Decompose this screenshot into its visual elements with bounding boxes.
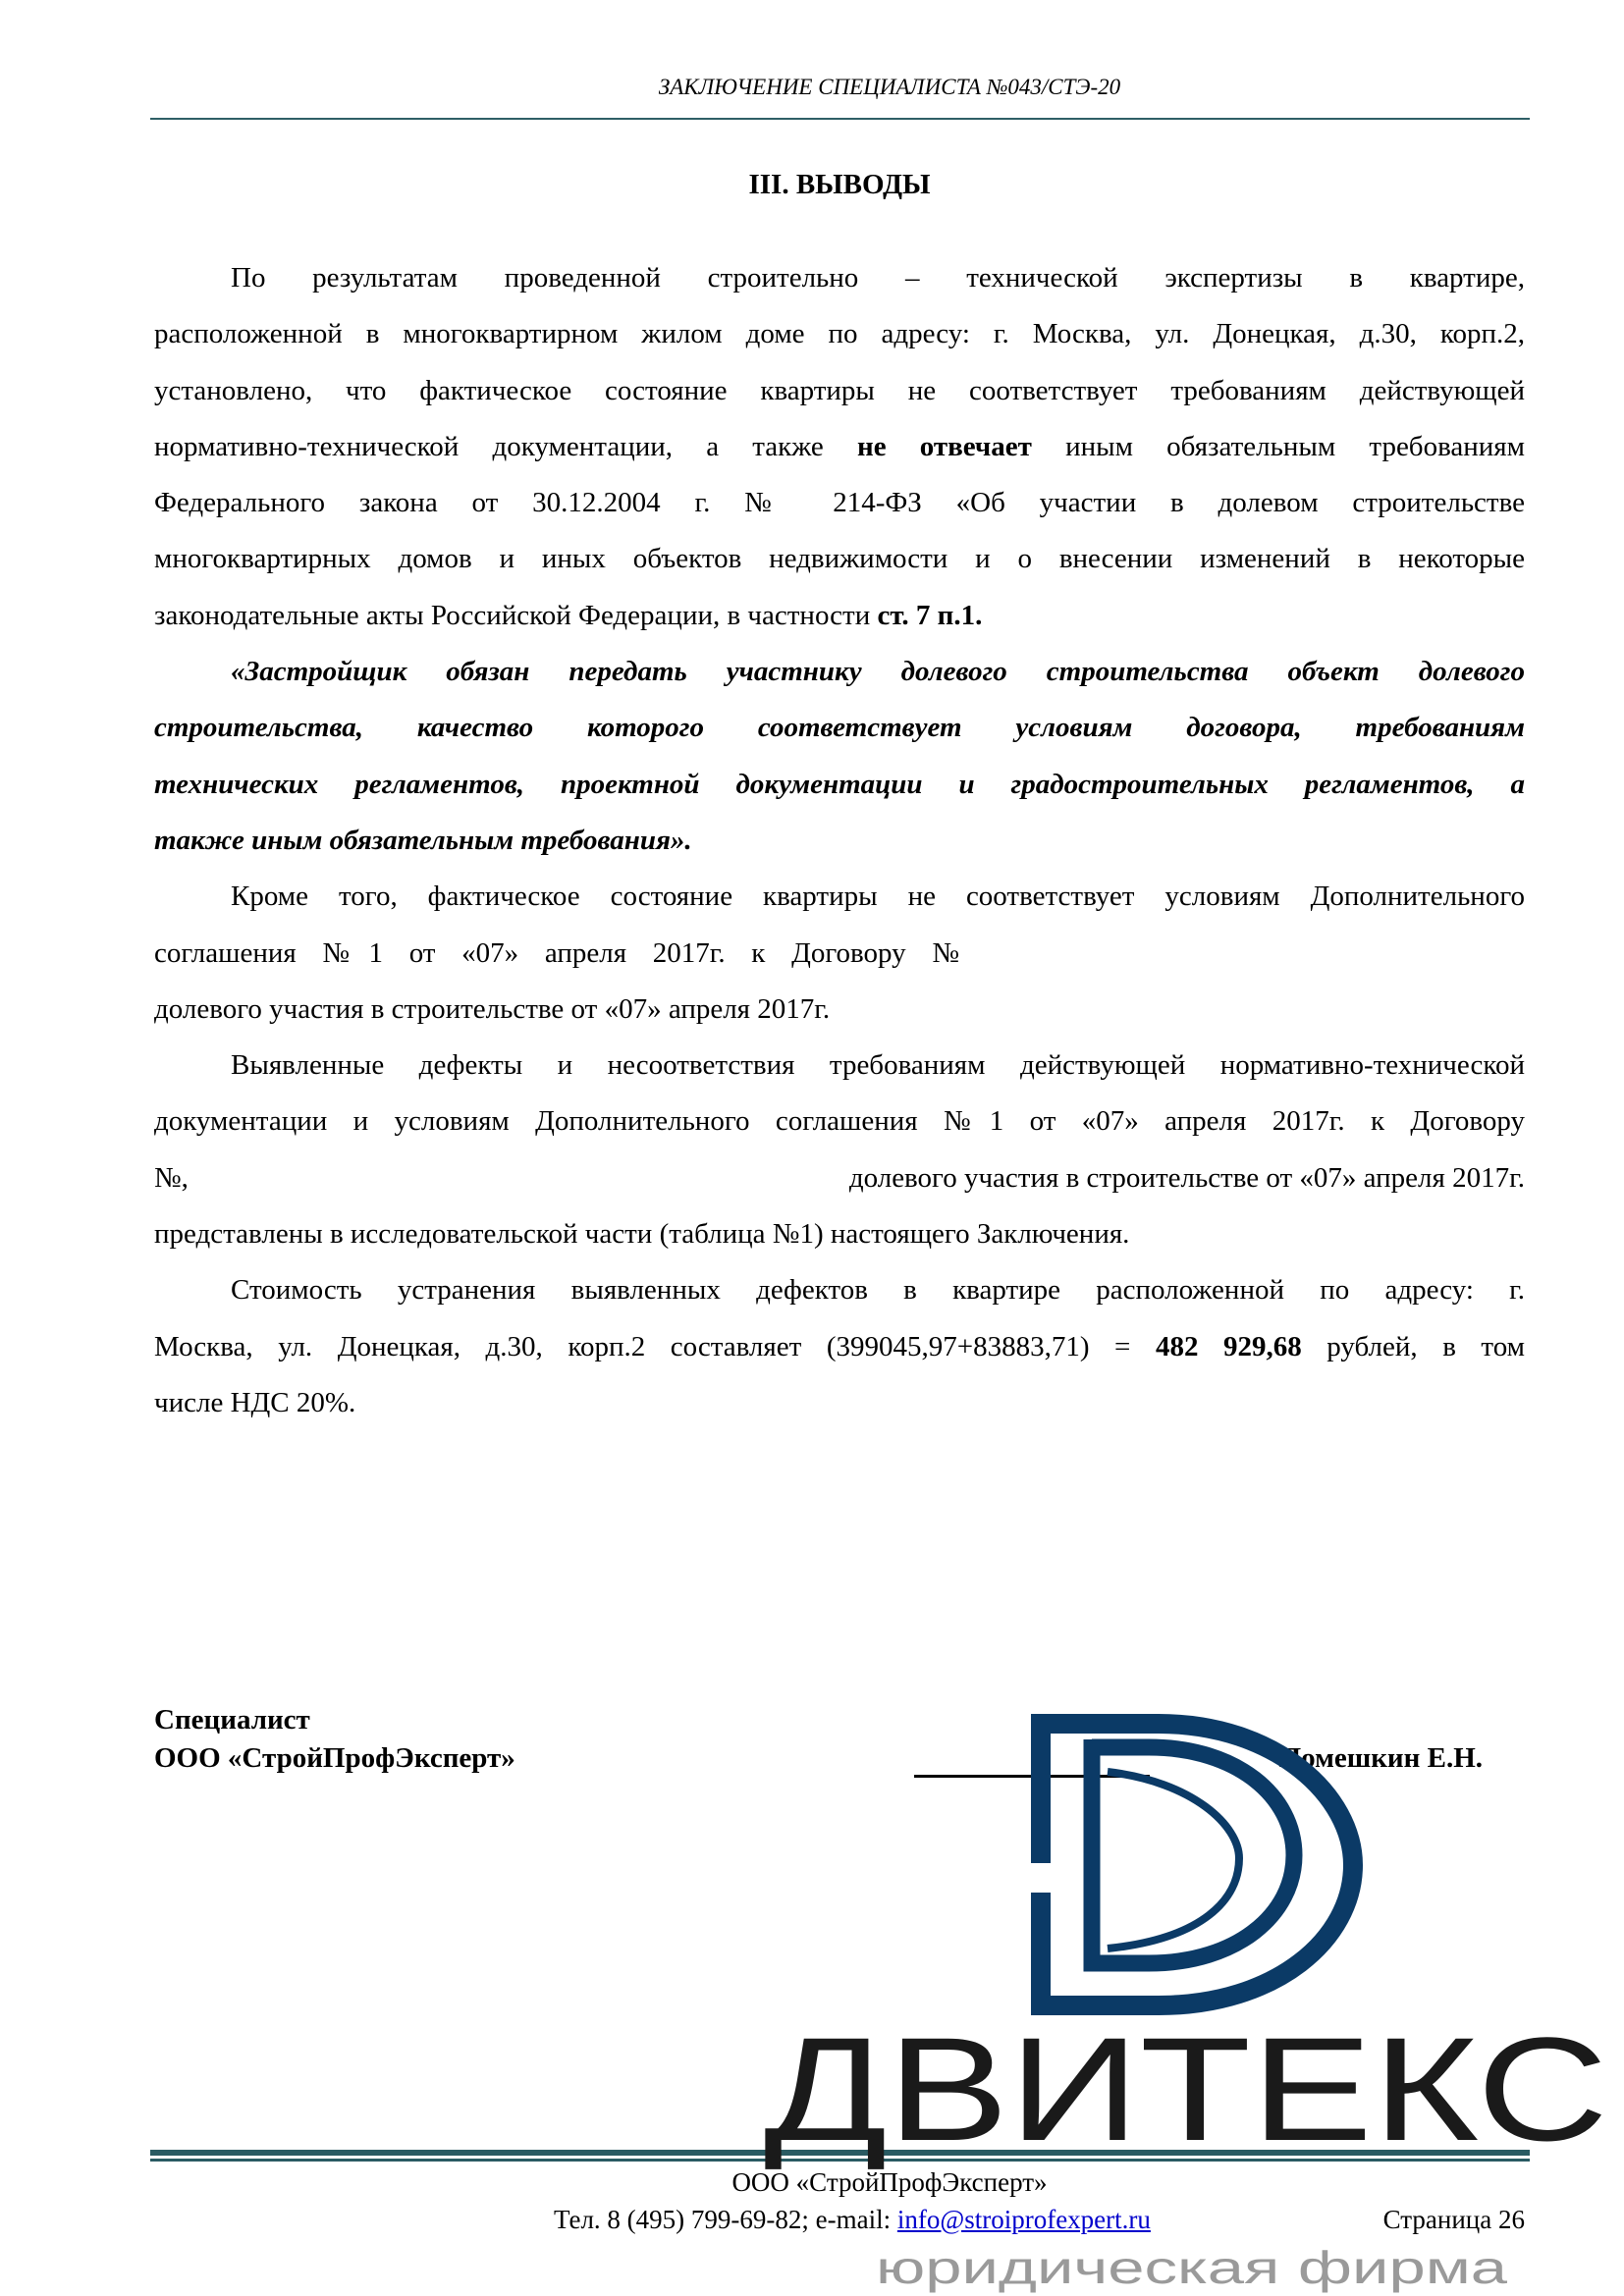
text-segment: многоквартирных домов и иных объектов недвижимости и о внесении изменений в некоторые xyxy=(154,543,1525,575)
text-segment: также иным обязательным требования». xyxy=(154,824,692,856)
signature-company: ООО «СтройПрофЭксперт» xyxy=(154,1742,515,1774)
text-segment: рублей, в том xyxy=(1301,1330,1526,1362)
text-segment: числе НДС 20%. xyxy=(154,1386,356,1418)
text-segment: №, xyxy=(154,1161,189,1194)
text-line xyxy=(154,1150,1525,1206)
footer-contacts xyxy=(554,2205,1151,2235)
text-line xyxy=(154,700,1525,756)
document-header: ЗАКЛЮЧЕНИЕ СПЕЦИАЛИСТА №043/СТЭ-20 xyxy=(658,75,1121,99)
text-line xyxy=(154,757,1525,813)
text-segment: долевого участия в строительстве от «07» апреля 2017г. xyxy=(848,1161,1525,1194)
text-segment: строительства, качество которого соответствует условиям договора, требованиям xyxy=(154,712,1525,744)
text-segment: Москва, ул. Донецкая, д.30, корп.2 составляет (399045,97+83883,71) = xyxy=(154,1330,1156,1362)
footer-divider-thick xyxy=(150,2150,1530,2156)
text-line xyxy=(154,588,1525,644)
text-segment: Выявленные дефекты и несоответствия требованиям действующей нормативно-технической xyxy=(231,1049,1525,1082)
text-line xyxy=(154,1094,1525,1149)
text-line xyxy=(154,869,1525,925)
footer-phone: Тел. 8 (495) 799-69-82; e-mail: xyxy=(554,2205,897,2234)
text-segment: законодательные акты Российской Федерации, в частности xyxy=(154,599,878,631)
text-line xyxy=(154,1206,1525,1262)
text-segment: «Застройщик обязан передать участнику долевого строительства объект долевого xyxy=(231,656,1525,688)
text-segment: нормативно-технической документации, а также xyxy=(154,430,857,462)
footer-divider-thin xyxy=(150,2159,1530,2162)
section-title: III. ВЫВОДЫ xyxy=(748,169,931,200)
footer-company: ООО «СтройПрофЭксперт» xyxy=(731,2167,1048,2197)
text-line xyxy=(154,250,1525,306)
text-line xyxy=(154,1319,1525,1375)
text-segment: иным обязательным требованиям xyxy=(1031,430,1525,462)
text-segment: Стоимость устранения выявленных дефектов в квартире расположенной по адресу: г. xyxy=(231,1274,1525,1307)
watermark-tagline: юридическая фирма xyxy=(876,2242,1508,2293)
text-segment: Федерального закона от 30.12.2004 г. № 214-ФЗ «Об участии в долевом строительстве xyxy=(154,487,1525,519)
text-line xyxy=(154,1038,1525,1094)
text-segment: технических регламентов, проектной документации и градостроительных регламентов, а xyxy=(154,768,1525,800)
text-segment: соглашения №1 от «07» апреля 2017г. к Договору № xyxy=(154,936,959,969)
text-line xyxy=(154,419,1525,475)
watermark-brand: ДВИТЕКС xyxy=(764,2006,1608,2171)
text-line xyxy=(154,926,959,982)
text-segment: Кроме того, фактическое состояние квартиры не соответствует условиям Дополнительного xyxy=(231,881,1525,913)
signature-name: Помешкин Е.Н. xyxy=(1278,1742,1483,1774)
text-segment: долевого участия в строительстве от «07» апреля 2017г. xyxy=(154,992,831,1025)
page-number: Страница 26 xyxy=(1382,2205,1525,2234)
header-divider xyxy=(150,118,1530,120)
footer-email-link[interactable]: info@stroiprofexpert.ru xyxy=(896,2205,1151,2234)
signature-line xyxy=(914,1775,1150,1778)
text-line xyxy=(154,363,1525,419)
text-line xyxy=(154,813,1525,869)
text-segment: представлены в исследовательской части (таблица №1) настоящего Заключения. xyxy=(154,1218,1130,1251)
text-line xyxy=(154,475,1525,531)
text-segment: расположенной в многоквартирном жилом доме по адресу: г. Москва, ул. Донецкая, д.30, корп.2, xyxy=(154,318,1525,350)
text-line xyxy=(154,644,1525,700)
bold-text: 482 929,68 xyxy=(1155,1330,1302,1362)
signature-role: Специалист xyxy=(154,1704,310,1735)
text-line xyxy=(154,531,1525,587)
conclusions-body xyxy=(154,250,1525,1431)
text-segment: По результатам проведенной строительно – технической экспертизы в квартире, xyxy=(231,262,1525,294)
text-line xyxy=(154,1262,1525,1318)
bold-text: ст. 7 п.1. xyxy=(877,599,983,631)
text-line xyxy=(154,306,1525,362)
text-segment: документации и условиям Дополнительного соглашения №1 от «07» апреля 2017г. к Договору xyxy=(154,1105,1525,1138)
text-line xyxy=(154,1375,1525,1431)
text-line xyxy=(154,982,1525,1038)
bold-text: не отвечает xyxy=(856,430,1032,462)
text-segment: установлено, что фактическое состояние квартиры не соответствует требованиям действующей xyxy=(154,374,1525,406)
